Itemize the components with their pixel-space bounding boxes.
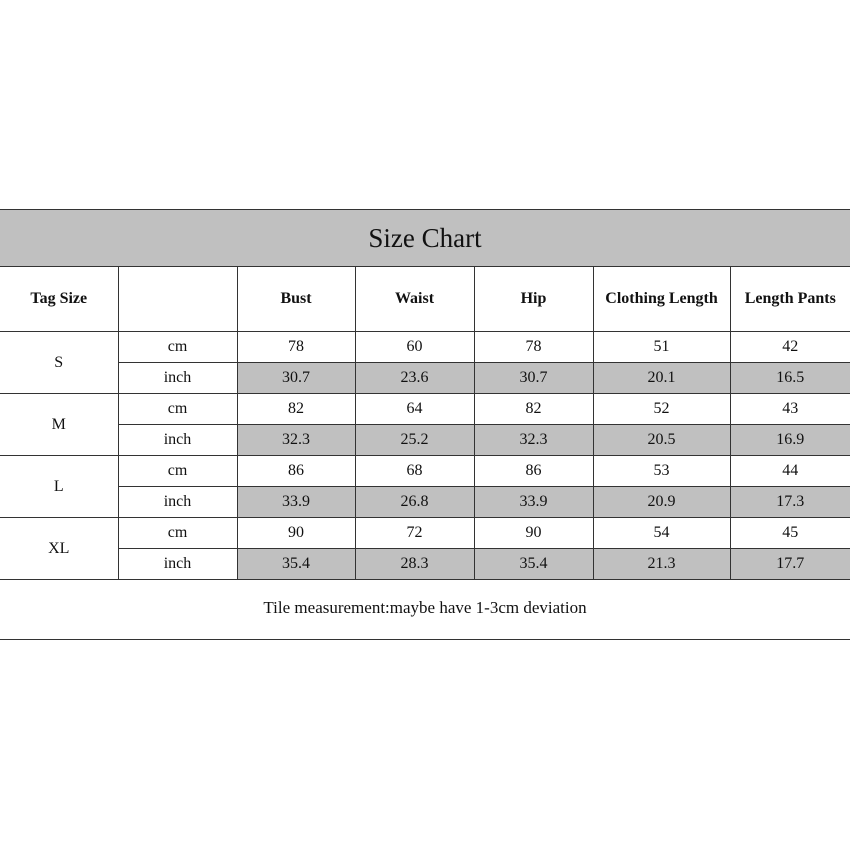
cell-clothing-length-cm: 53 [593,456,730,487]
unit-label: inch [118,487,237,518]
cell-hip-cm: 90 [474,518,593,549]
cell-waist-cm: 68 [355,456,474,487]
cell-waist-cm: 60 [355,332,474,363]
cell-bust-cm: 90 [237,518,355,549]
cell-hip-inch: 30.7 [474,363,593,394]
unit-label: cm [118,332,237,363]
size-chart [0,209,850,640]
table-row [0,518,850,549]
cell-hip-cm: 78 [474,332,593,363]
table-row [0,425,850,456]
header-row [0,267,850,332]
cell-bust-cm: 86 [237,456,355,487]
cell-bust-inch: 30.7 [237,363,355,394]
header-waist: Waist [355,267,474,332]
cell-waist-cm: 64 [355,394,474,425]
cell-length-pants-cm: 43 [730,394,850,425]
size-tag: M [0,394,118,456]
table-row [0,394,850,425]
cell-hip-inch: 32.3 [474,425,593,456]
table-row [0,332,850,363]
cell-clothing-length-inch: 20.1 [593,363,730,394]
cell-clothing-length-cm: 54 [593,518,730,549]
cell-length-pants-cm: 42 [730,332,850,363]
cell-bust-cm: 82 [237,394,355,425]
unit-label: cm [118,456,237,487]
table-row [0,363,850,394]
cell-hip-inch: 33.9 [474,487,593,518]
chart-title: Size Chart [0,210,850,267]
size-tag: XL [0,518,118,580]
unit-label: cm [118,518,237,549]
cell-bust-inch: 32.3 [237,425,355,456]
size-tag: S [0,332,118,394]
cell-waist-inch: 25.2 [355,425,474,456]
size-chart-table [0,210,850,636]
header-length-pants: Length Pants [730,267,850,332]
cell-clothing-length-inch: 20.9 [593,487,730,518]
size-tag: L [0,456,118,518]
cell-waist-cm: 72 [355,518,474,549]
cell-length-pants-cm: 45 [730,518,850,549]
cell-length-pants-inch: 17.7 [730,549,850,580]
cell-bust-inch: 35.4 [237,549,355,580]
cell-clothing-length-cm: 51 [593,332,730,363]
cell-bust-cm: 78 [237,332,355,363]
cell-clothing-length-cm: 52 [593,394,730,425]
header-unit [118,267,237,332]
measurement-note: Tile measurement:maybe have 1-3cm deviation [0,580,850,637]
cell-clothing-length-inch: 20.5 [593,425,730,456]
cell-length-pants-inch: 16.9 [730,425,850,456]
cell-clothing-length-inch: 21.3 [593,549,730,580]
table-row [0,456,850,487]
header-bust: Bust [237,267,355,332]
cell-length-pants-inch: 16.5 [730,363,850,394]
cell-hip-cm: 86 [474,456,593,487]
cell-waist-inch: 26.8 [355,487,474,518]
cell-length-pants-cm: 44 [730,456,850,487]
unit-label: inch [118,363,237,394]
cell-hip-inch: 35.4 [474,549,593,580]
header-clothing-length: Clothing Length [593,267,730,332]
cell-bust-inch: 33.9 [237,487,355,518]
unit-label: inch [118,549,237,580]
cell-hip-cm: 82 [474,394,593,425]
table-row [0,549,850,580]
cell-waist-inch: 23.6 [355,363,474,394]
unit-label: inch [118,425,237,456]
header-tag-size: Tag Size [0,267,118,332]
unit-label: cm [118,394,237,425]
header-hip: Hip [474,267,593,332]
table-row [0,487,850,518]
cell-waist-inch: 28.3 [355,549,474,580]
cell-length-pants-inch: 17.3 [730,487,850,518]
